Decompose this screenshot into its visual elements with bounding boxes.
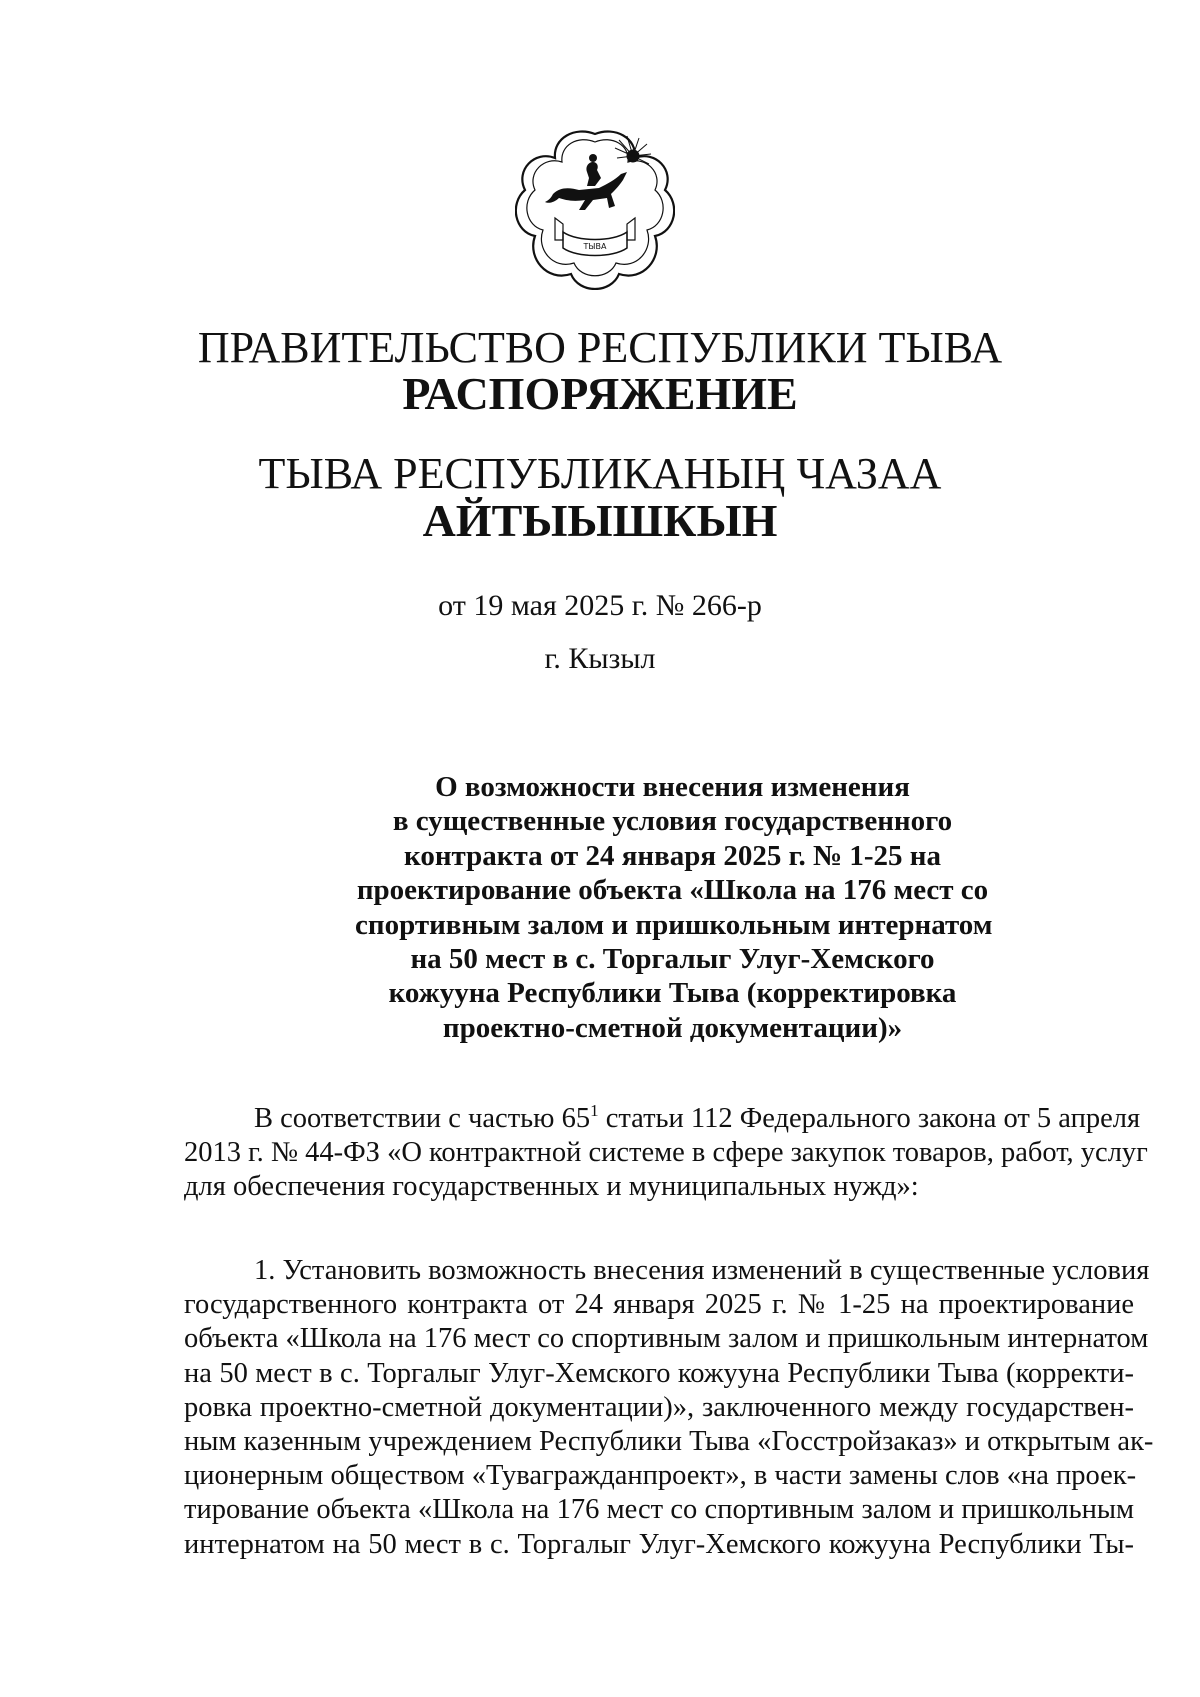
document-city: г. Кызыл: [544, 642, 656, 675]
government-title-tyv: ТЫВА РЕСПУБЛИКАНЫҢ ЧАЗАА: [258, 449, 942, 498]
government-title-ru: ПРАВИТЕЛЬСТВО РЕСПУБЛИКИ ТЫВА: [197, 323, 1003, 372]
subject-line: кожууна Республики Тыва (корректировка: [388, 977, 957, 1010]
paragraph-line: объекта «Школа на 176 мест со спортивным залом и пришкольным интернатом: [184, 1323, 1149, 1355]
subject-line: проектирование объекта «Школа на 176 мест со: [356, 874, 989, 907]
paragraph-line: 2013 г. № 44-ФЗ «О контрактной системе в сфере закупок товаров, работ, услуг: [184, 1137, 1148, 1169]
coat-of-arms-emblem: [515, 128, 675, 290]
document-type-tyv: АЙТЫЫШКЫН: [422, 495, 778, 546]
paragraph-line: государственного контракта от 24 января 2025 г. № 1-25 на проектирование: [184, 1289, 1134, 1321]
sun-rays-icon: [615, 136, 651, 164]
subject-line: спортивным залом и пришкольным интернатом: [355, 908, 993, 941]
paragraph-line: ционерным обществом «Тувагражданпроект», в части замены слов «на проек-: [184, 1460, 1137, 1492]
horse-rider-icon: [545, 154, 627, 210]
paragraph-line: ровка проектно-сметной документации)», заключенного между государствен-: [184, 1391, 1134, 1423]
paragraph-line: интернатом на 50 мест в с. Торгалыг Улуг-Хемского кожууна Республики Ты-: [184, 1528, 1134, 1560]
paragraph-line: [184, 1101, 1141, 1136]
subject-line: в существенные условия государственного: [392, 805, 953, 838]
document-date-number: от 19 мая 2025 г. № 266-р: [438, 589, 762, 622]
subject-line: О возможности внесения изменения: [435, 771, 910, 803]
svg-text:ТЫВА: ТЫВА: [583, 242, 607, 251]
paragraph-line: на 50 мест в с. Торгалыг Улуг-Хемского кожууна Республики Тыва (корректи-: [184, 1357, 1134, 1389]
scroll-ribbon-icon: [555, 218, 635, 256]
subject-line: проектно-сметной документации)»: [442, 1011, 903, 1044]
paragraph-line: тирование объекта «Школа на 176 мест со спортивным залом и пришкольным: [184, 1494, 1134, 1526]
preamble-paragraph: [184, 1101, 1148, 1205]
paragraph-line: ным казенным учреждением Республики Тыва «Госстройзаказ» и открытым ак-: [184, 1426, 1154, 1458]
preamble-text: статьи 112 Федерального закона от 5 апреля: [598, 1103, 1141, 1134]
subject-line: контракта от 24 января 2025 г. № 1-25 на: [404, 839, 941, 872]
item-1-paragraph: [184, 1254, 1154, 1562]
preamble-text: В соответствии с частью 65: [254, 1103, 591, 1134]
paragraph-line: 1. Установить возможность внесения изменений в существенные условия: [254, 1255, 1150, 1286]
document-type-ru: РАСПОРЯЖЕНИЕ: [402, 368, 798, 419]
document-subject: [355, 770, 993, 1045]
subject-line: на 50 мест в с. Торгалыг Улуг-Хемского: [410, 943, 935, 976]
superscript: 1: [590, 1101, 599, 1120]
paragraph-line: для обеспечения государственных и муниципальных нужд»:: [184, 1171, 919, 1203]
